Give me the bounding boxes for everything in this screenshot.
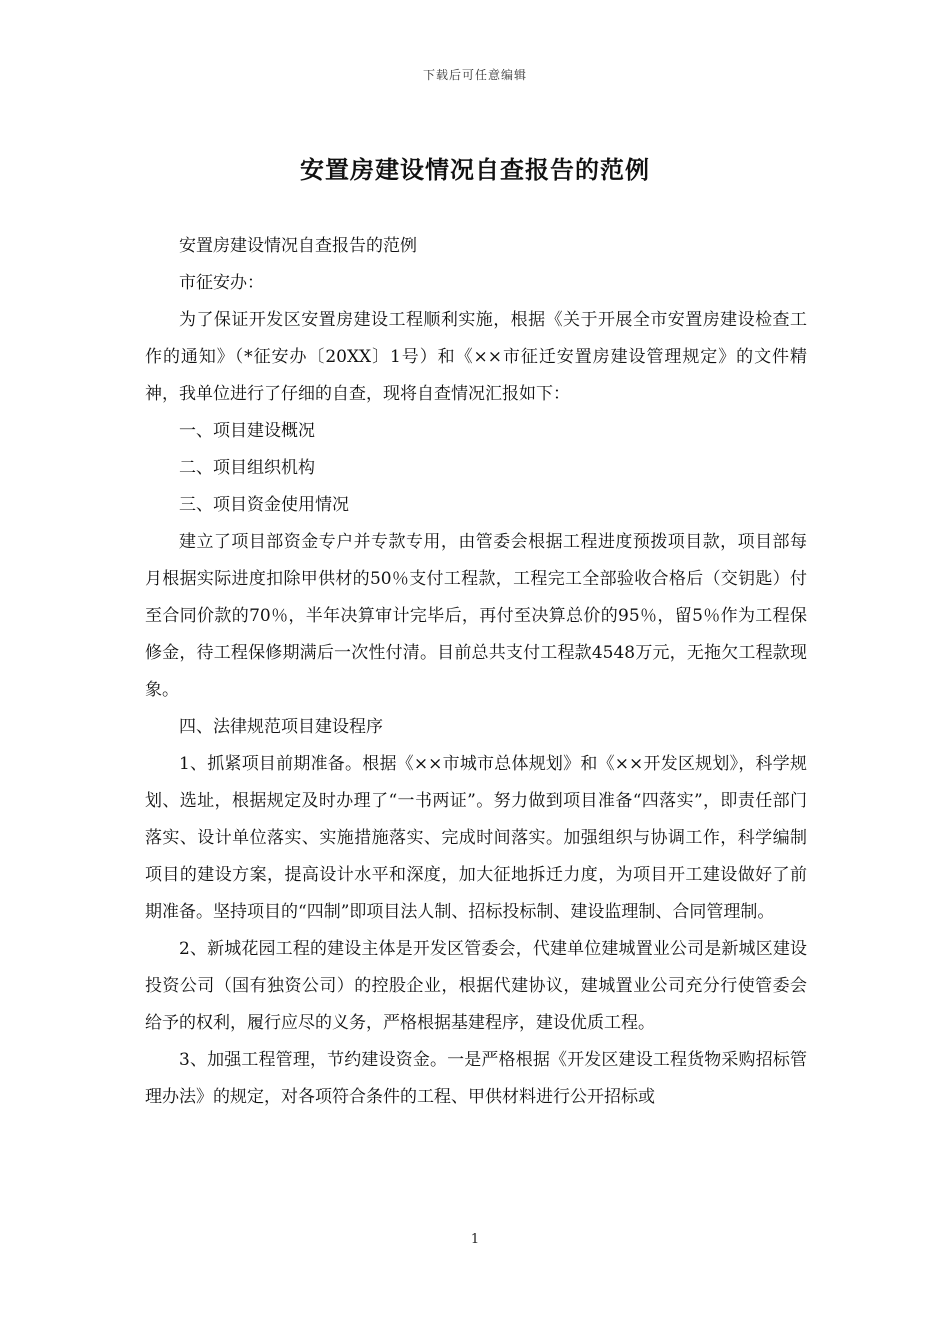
section-heading-1: 一、项目建设概况 [179,421,315,441]
section-heading-4: 四、法律规范项目建设程序 [179,717,383,737]
page-number: 1 [470,1232,480,1247]
header-note: 下载后可任意编辑 [422,68,527,82]
document-title: 安置房建设情况自查报告的范例 [300,155,650,184]
paragraph-addressee: 市征安办： [179,273,264,293]
paragraph-subtitle: 安置房建设情况自查报告的范例 [179,236,417,256]
paragraph-intro: 为了保证开发区安置房建设工程顺利实施，根据《关于开展全市安置房建设检查工作的通知》（*征安办〔20XX〕1号）和《××市征迁安置房建设管理规定》的文件精神，我单位进行了仔细的自查，现将自查情况汇报如下： [145,310,807,404]
section-heading-2: 二、项目组织机构 [179,458,315,478]
paragraph-funds: 建立了项目部资金专户并专款专用，由管委会根据工程进度预拨项目款，项目部每月根据实际进度扣除甲供材的50％支付工程款，工程完工全部验收合格后（交钥匙）付至合同价款的70％，半年决算审计完毕后，再付至决算总价的95％，留5％作为工程保修金，待工程保修期满后一次性付清。目前总共支付工程款4548万元，无拖欠工程款现象。 [145,532,807,700]
paragraph-item-3: 3、加强工程管理，节约建设资金。一是严格根据《开发区建设工程货物采购招标管理办法》的规定，对各项符合条件的工程、甲供材料进行公开招标或 [145,1050,807,1107]
document-body [145,228,807,1116]
paragraph-item-1: 1、抓紧项目前期准备。根据《××市城市总体规划》和《××开发区规划》，科学规划、选址，根据规定及时办理了“一书两证”。努力做到项目准备“四落实”，即责任部门落实、设计单位落实、实施措施落实、完成时间落实。加强组织与协调工作，科学编制项目的建设方案，提高设计水平和深度，加大征地拆迁力度，为项目开工建设做好了前期准备。坚持项目的“四制”即项目法人制、招标投标制、建设监理制、合同管理制。 [145,754,807,922]
section-heading-3: 三、项目资金使用情况 [179,495,349,515]
paragraph-item-2: 2、新城花园工程的建设主体是开发区管委会，代建单位建城置业公司是新城区建设投资公司（国有独资公司）的控股企业，根据代建协议，建城置业公司充分行使管委会给予的权利，履行应尽的义务，严格根据基建程序，建设优质工程。 [145,939,807,1033]
